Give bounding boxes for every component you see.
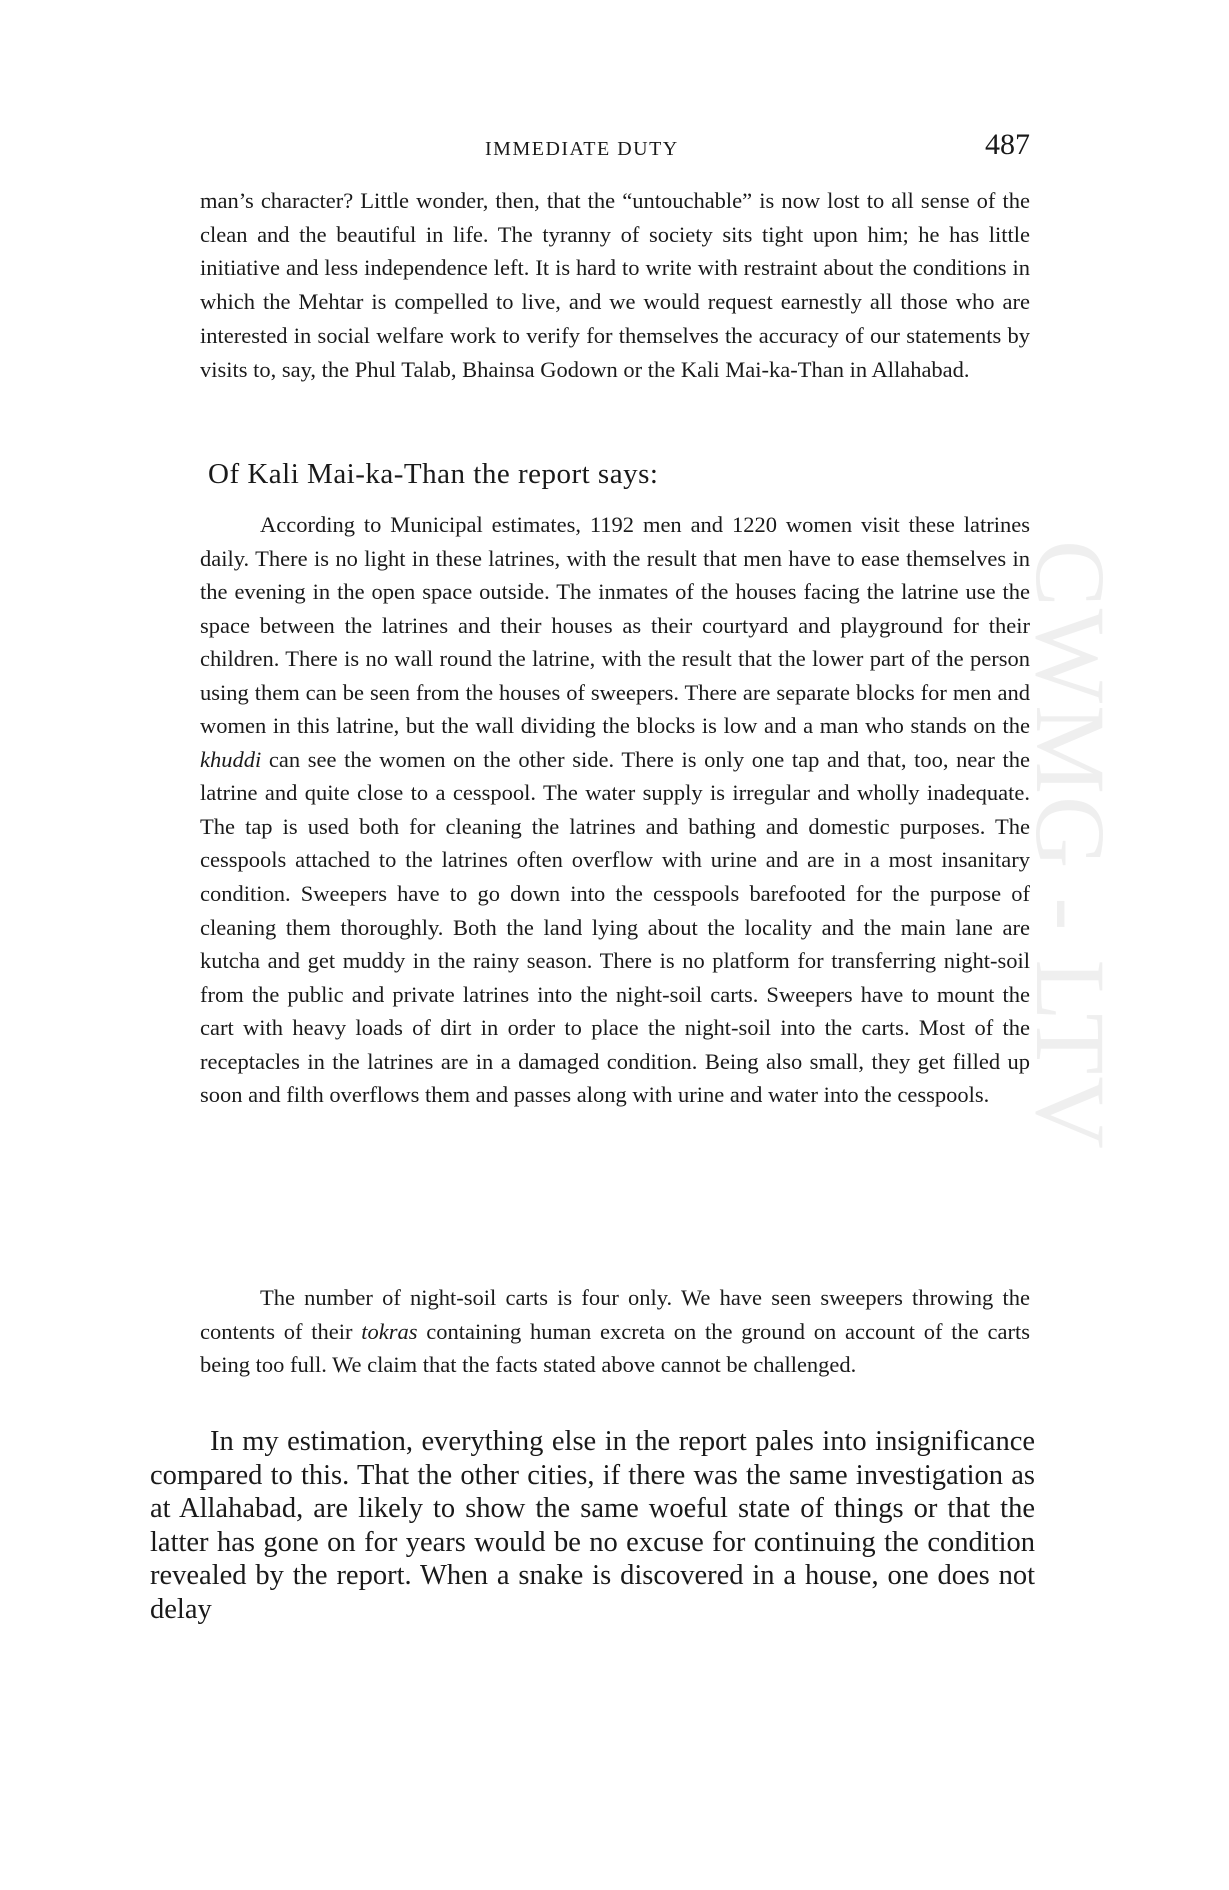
page-number: 487 <box>985 128 1030 161</box>
report-intro: Of Kali Mai-ka-Than the report says: <box>208 458 659 490</box>
running-head: IMMEDIATE DUTY <box>485 138 679 160</box>
quoted-report-paragraph-1 <box>200 508 1030 1112</box>
quoted-report-paragraph-2 <box>200 1281 1030 1382</box>
watermark: CWMG - LTV <box>1015 540 1126 1151</box>
quote-text-part: According to Municipal estimates, 1192 men and 1220 women visit these latrines daily. There is no light in these latrines, with the result that men have to ease themselves in the evening in the open space outside. The inmates of the houses facing the latrine use the space between the latrines and their houses as their courtyard and playground for their children. There is no wall round the latrine, with the result that the lower part of the person using them can be seen from the houses of sweepers. There are separate blocks for men and women in this latrine, but the wall dividing the blocks is low and a man who stands on the <box>200 512 1030 739</box>
paragraph-continuation: man’s character? Little wonder, then, that the “untouchable” is now lost to all sense of the clean and the beautiful in life. The tyranny of society sits tight upon him; he has little initiative and less independence left. It is hard to write with restraint about the conditions in which the Mehtar is compelled to live, and we would request earnestly all those who are interested in social welfare work to verify for themselves the accuracy of our statements by visits to, say, the Phul Talab, Bhainsa Godown or the Kali Mai-ka-Than in Allahabad. <box>200 188 1030 382</box>
quote-text-part: The number of night-soil carts is four only. We have seen sweepers throwing the contents of their <box>200 1285 1030 1344</box>
page-header <box>200 128 1030 168</box>
italic-term-khuddi: khuddi <box>200 746 262 772</box>
author-paragraph: In my estimation, everything else in the report pales into insignificance compared to this. That the other cities, if there was the same investigation as at Allahabad, are likely to show the same woeful state of things or that the latter has gone on for years would be no excuse for continuing the condition revealed by the report. When a snake is discovered in a house, one does not delay <box>150 1426 1035 1625</box>
quote-text-part: can see the women on the other side. There is only one tap and that, too, near the latrine and quite close to a cesspool. The water supply is irregular and wholly inadequate. The tap is used both for cleaning the latrines and bathing and domestic purposes. The cesspools attached to the latrines often overflow with urine and are in a most insanitary condition. Sweepers have to go down into the cesspools barefooted for the purpose of cleaning them thoroughly. Both the land lying about the locality and the main lane are kutcha and get muddy in the rainy season. There is no platform for transferring night-soil from the public and private latrines into the night-soil carts. Sweepers have to mount the cart with heavy loads of dirt in order to place the night-soil into the carts. Most of the receptacles in the latrines are in a damaged condition. Being also small, they get filled up soon and filth overflows them and passes along with urine and water into the cesspools. <box>200 746 1030 1108</box>
quote-text-part: containing human excreta on the ground on account of the carts being too full. We claim that the facts stated above cannot be challenged. <box>200 1318 1030 1378</box>
italic-term-tokras: tokras <box>361 1318 418 1344</box>
